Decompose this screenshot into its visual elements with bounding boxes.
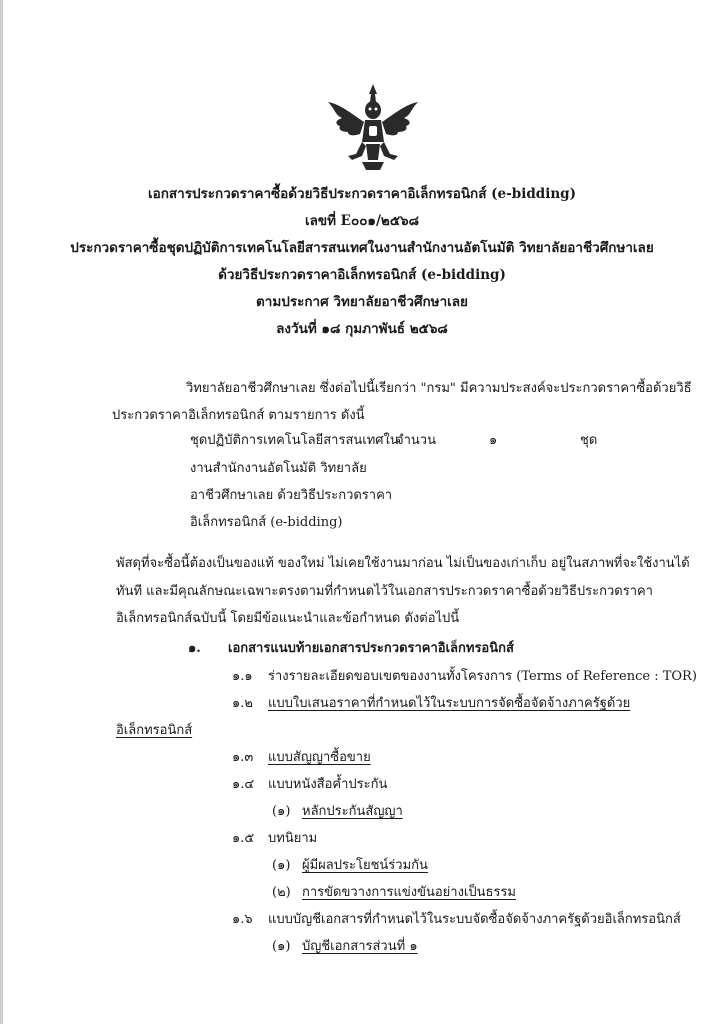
item-1-4-sub-1-number: (๑) bbox=[272, 804, 291, 819]
announcement-date: ลงวันที่ ๑๘ กุมภาพันธ์ ๒๕๖๘ bbox=[276, 321, 448, 337]
garuda-emblem-icon bbox=[318, 80, 428, 175]
item-desc-4: อิเล็กทรอนิกส์ (e-bidding) bbox=[190, 515, 343, 530]
intro-line-1: วิทยาลัยอาชีวศึกษาเลย ซึ่งต่อไปนี้เรียกว่า "กรม" มีความประสงค์จะประกวดราคาซื้อด้วยวิธี bbox=[186, 381, 692, 396]
item-desc-3: อาชีวศึกษาเลย ด้วยวิธีประกวดราคา bbox=[190, 488, 393, 503]
item-1-4-text: แบบหนังสือค้ำประกัน bbox=[268, 777, 388, 792]
intro-line-2: ประกวดราคาอิเล็กทรอนิกส์ ตามรายการ ดังนี้ bbox=[112, 408, 365, 423]
item-1-6-text: แบบบัญชีเอกสารที่กำหนดไว้ในระบบจัดซื้อจัดจ้างภาครัฐด้วยอิเล็กทรอนิกส์ bbox=[268, 912, 681, 927]
paragraph-line-2: ทันที และมีคุณลักษณะเฉพาะตรงตามที่กำหนดไว้ในเอกสารประกวดราคาซื้อด้วยวิธีประกวดราคา bbox=[116, 584, 653, 599]
item-1-2-text: แบบใบเสนอราคาที่กำหนดไว้ในระบบการจัดซื้อจัดจ้างภาครัฐด้วย bbox=[268, 696, 631, 711]
item-1-2-number: ๑.๒ bbox=[232, 696, 253, 711]
item-qty: ๑ bbox=[489, 433, 498, 448]
procurement-method: ด้วยวิธีประกวดราคาอิเล็กทรอนิกส์ (e-bidding) bbox=[218, 267, 506, 283]
section-1-title: เอกสารแนบท้ายเอกสารประกวดราคาอิเล็กทรอนิกส์ bbox=[228, 641, 514, 656]
item-1-5-sub-1-number: (๑) bbox=[272, 858, 291, 873]
item-1-1-number: ๑.๑ bbox=[232, 669, 253, 684]
item-1-6-number: ๑.๖ bbox=[232, 912, 253, 927]
paragraph-line-1: พัสดุที่จะซื้อนี้ต้องเป็นของแท้ ของใหม่ ไม่เคยใช้งานมาก่อน ไม่เป็นของเก่าเก็บ อยู่ในสภาพที่จะใช้งานได้ bbox=[116, 556, 690, 571]
section-1-number: ๑. bbox=[188, 641, 201, 656]
item-desc-2: งานสำนักงานอัตโนมัติ วิทยาลัย bbox=[190, 461, 367, 476]
item-1-4-number: ๑.๔ bbox=[232, 777, 255, 792]
scan-edge bbox=[0, 0, 3, 1024]
item-1-5-text: บทนิยาม bbox=[268, 831, 318, 846]
item-1-6-sub-1-number: (๑) bbox=[272, 939, 291, 954]
item-1-1-text: ร่างรายละเอียดขอบเขตของงานทั้งโครงการ (Terms of Reference : TOR) bbox=[268, 669, 697, 684]
item-1-5-number: ๑.๕ bbox=[232, 831, 255, 846]
item-1-3-number: ๑.๓ bbox=[232, 750, 254, 765]
item-qty-label: จำนวน bbox=[396, 433, 436, 448]
procurement-subject: ประกวดราคาซื้อชุดปฏิบัติการเทคโนโลยีสารสนเทศในงานสำนักงานอัตโนมัติ วิทยาลัยอาชีวศึกษาเลย bbox=[70, 240, 654, 256]
document-number: เลขที่ E๐๐๑/๒๕๖๘ bbox=[304, 213, 420, 229]
item-1-4-sub-1-text: หลักประกันสัญญา bbox=[302, 804, 403, 819]
item-1-3-text: แบบสัญญาซื้อขาย bbox=[268, 750, 371, 765]
item-1-5-sub-2-number: (๒) bbox=[272, 885, 291, 900]
paragraph-line-3: อิเล็กทรอนิกส์ฉบับนี้ โดยมีข้อแนะนำและข้อกำหนด ดังต่อไปนี้ bbox=[116, 611, 460, 626]
item-desc-1: ชุดปฏิบัติการเทคโนโลยีสารสนเทศใน bbox=[190, 433, 399, 448]
item-1-5-sub-1-text: ผู้มีผลประโยชน์ร่วมกัน bbox=[302, 858, 428, 873]
item-1-6-sub-1-text: บัญชีเอกสารส่วนที่ ๑ bbox=[302, 939, 418, 954]
item-1-5-sub-2-text: การขัดขวางการแข่งขันอย่างเป็นธรรม bbox=[302, 885, 516, 900]
item-unit: ชุด bbox=[580, 433, 598, 448]
item-1-2-continuation: อิเล็กทรอนิกส์ bbox=[116, 723, 193, 738]
document-title: เอกสารประกวดราคาซื้อด้วยวิธีประกวดราคาอิเล็กทรอนิกส์ (e-bidding) bbox=[148, 186, 576, 202]
announcement-ref: ตามประกาศ วิทยาลัยอาชีวศึกษาเลย bbox=[256, 294, 468, 310]
